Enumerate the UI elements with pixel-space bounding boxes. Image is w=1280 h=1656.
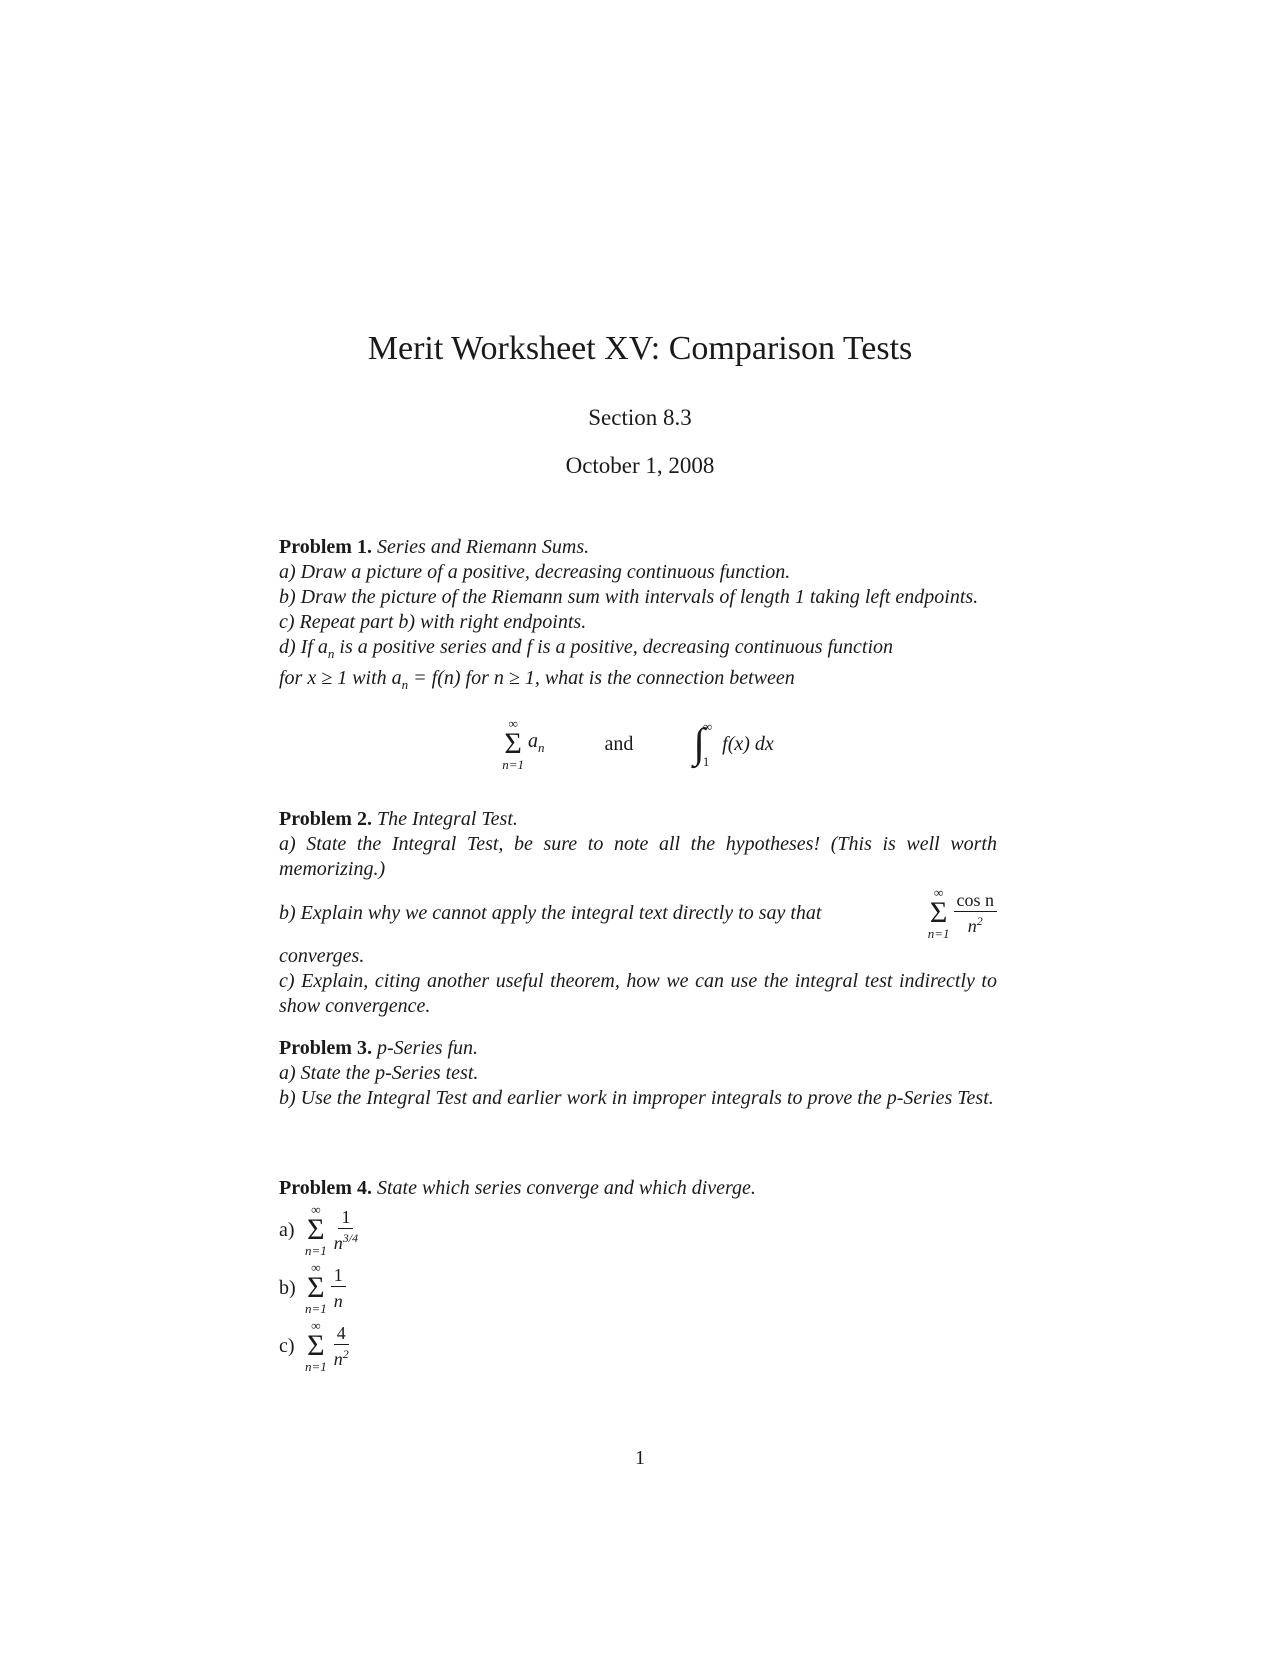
problem-4-item: c) ∞ Σ n=1 $\frac{4}{n^2}$	[279, 1318, 349, 1374]
problem-2-a: a) State the Integral Test, be sure to note all the hypotheses! (This is well worth memorizing.)	[279, 833, 997, 880]
problem-1-d-line1: d) If $a_n$ is a positive series and f is a positive, decreasing continuous function	[279, 636, 894, 661]
problem-2-c: c) Explain, citing another useful theorem, how we can use the integral test indirectly to show convergence.	[279, 970, 997, 1017]
problem-1-b: b) Draw the picture of the Riemann sum with intervals of length 1 taking left endpoints.	[279, 586, 979, 608]
problem-4	[279, 1176, 997, 1375]
problem-4-heading: Problem 4.	[279, 1177, 372, 1199]
problem-2-topic: The Integral Test.	[376, 808, 518, 830]
problem-1-a: a) Draw a picture of a positive, decreasing continuous function.	[279, 561, 791, 583]
problem-2	[279, 807, 997, 1019]
date-label: October 1, 2008	[565, 453, 715, 478]
section-label: Section 8.3	[588, 405, 692, 430]
problem-2-b: b) Explain why we cannot apply the integral text directly to say that ∞ Σ n=1 $\frac{\text{cos n}}{n^2}$	[279, 882, 997, 944]
problem-3-heading: Problem 3.	[279, 1037, 372, 1059]
problem-1-topic: Series and Riemann Sums.	[376, 536, 590, 558]
problem-1-heading: Problem 1.	[279, 536, 372, 558]
page-title: Merit Worksheet XV: Comparison Tests	[367, 330, 913, 367]
improper-integral: ∫ ∞ 1 f(x) dx	[693, 719, 774, 769]
problem-3	[279, 1036, 997, 1111]
problem-2-heading: Problem 2.	[279, 808, 372, 830]
problem-4-topic: State which series converge and which diverge.	[376, 1177, 756, 1199]
page-number: 1	[635, 1447, 645, 1469]
problem-1	[279, 535, 997, 787]
problem-3-a: a) State the p-Series test.	[279, 1062, 479, 1084]
problem-4-item: a) ∞ Σ n=1 $\frac{1}{n^{3/4}}$	[279, 1202, 359, 1258]
and-word: and	[604, 732, 634, 755]
problem-2-b-cont: converges.	[279, 945, 365, 967]
cos-series: ∞ Σ n=1 $\frac{\text{cos n}}{n^2}$	[928, 886, 997, 940]
series-sum: ∞ Σ n=1 $a_n$	[502, 716, 545, 772]
problem-4-item: b) ∞ Σ n=1 $\frac{1}{n}$	[279, 1259, 997, 1317]
problem-1-d-line2: for x ≥ 1 with $a_n = f(n)$ for n ≥ 1, what is the connection between	[279, 667, 795, 692]
problem-1-display-math	[279, 707, 997, 781]
problem-3-topic: p-Series fun.	[376, 1037, 479, 1059]
problem-3-b: b) Use the Integral Test and earlier work in improper integrals to prove the p-Series Test.	[279, 1087, 994, 1109]
problem-1-c: c) Repeat part b) with right endpoints.	[279, 611, 587, 633]
